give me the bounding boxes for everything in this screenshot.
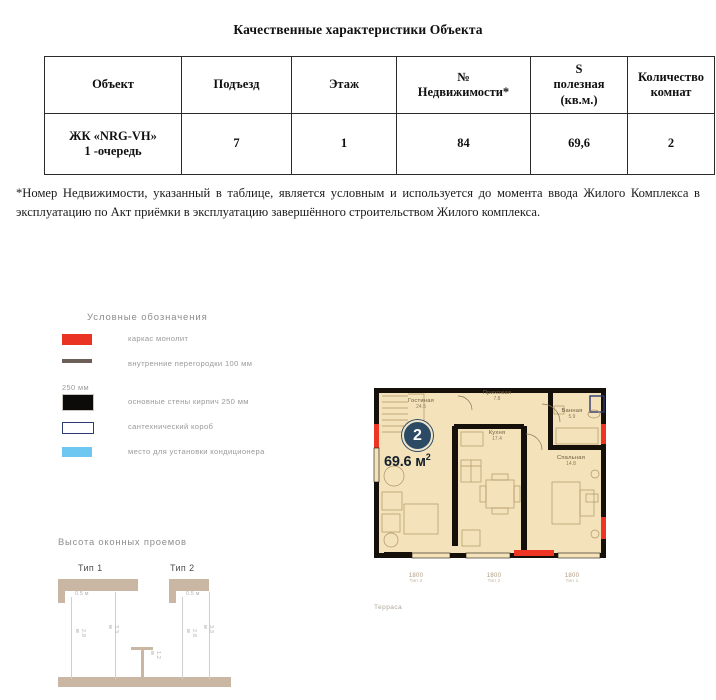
total-area-label (384, 452, 431, 470)
room-name: Гостиная (408, 398, 434, 404)
legend-item-inner-partitions (62, 358, 347, 374)
window-heights-panel (58, 536, 298, 683)
cyan-bar-swatch-wrap (62, 446, 106, 457)
wall-swatch-column (62, 383, 106, 411)
red-bar-swatch (62, 334, 92, 345)
dimension-line-right (209, 592, 210, 679)
gray-bar-swatch (62, 359, 92, 363)
window-type-1-label: Тип 1 (78, 563, 103, 573)
window-extra-dimension: 1.2 м (149, 651, 161, 660)
window-heights-title: Высота оконных проемов (58, 536, 187, 547)
window-dimension-2 (474, 573, 514, 584)
wall-thickness-label: 250 мм (62, 383, 89, 392)
load-bearing-bottom-1 (514, 550, 554, 556)
column-header-rooms (628, 57, 715, 114)
room-area: 5.9 (568, 413, 576, 420)
room-label-living (394, 398, 448, 410)
wall-seg-bottom-left (384, 552, 412, 558)
plan-dimension-row (366, 573, 616, 603)
room-area: 14.8 (566, 460, 576, 467)
room-name: Прихожая (482, 390, 512, 396)
column-header-rooms-line2: комнат (650, 85, 692, 99)
gray-bar-swatch-wrap (62, 358, 106, 363)
room-area: 17.4 (492, 435, 502, 442)
jamb-block (58, 579, 65, 603)
room-area: 7.8 (493, 395, 501, 402)
load-bearing-left-1 (374, 424, 379, 448)
dimension-line-left (71, 597, 72, 679)
window-left-dimension: 2.8 м (74, 629, 86, 638)
cell-object-line2: 1 -очередь (84, 144, 142, 158)
cell-entrance: 7 (182, 114, 292, 175)
area-superscript: 2 (425, 452, 431, 462)
column-header-area-line2: полезная (553, 77, 605, 92)
room-name: Ванная (561, 408, 583, 414)
blue-outline-swatch-wrap (62, 421, 106, 434)
room-name: Кухня (488, 430, 506, 436)
cyan-bar-swatch (62, 447, 92, 457)
column-header-area-line3: (кв.м.) (560, 92, 598, 107)
lintel-beam (58, 579, 138, 591)
cell-object (45, 114, 182, 175)
legend-panel (62, 312, 347, 471)
window-right-dimension: 3.3 м (107, 625, 119, 634)
terrace-label: Терраса (374, 604, 403, 611)
black-block-swatch (62, 394, 94, 411)
load-bearing-right-2 (601, 517, 606, 539)
table-header-row (45, 57, 715, 114)
partition-horizontal-2 (548, 445, 606, 450)
sill-beam (58, 677, 138, 687)
column-header-area-line1: S (575, 62, 583, 77)
window-dimension-3 (552, 573, 592, 584)
room-area: 24.5 (416, 403, 426, 410)
window-top-dimension: 0.5 м (75, 591, 89, 597)
cell-object-line1: ЖК «NRG-VH» (69, 128, 157, 143)
room-count-badge: 2 (402, 420, 433, 451)
window-dimension-type: Тип 1 (565, 579, 579, 584)
red-bar-swatch-wrap (62, 333, 106, 345)
legend-item-label: внутренние перегородки 100 мм (128, 359, 253, 368)
legend-item-label: основные стены кирпич 250 мм (128, 397, 249, 406)
cell-rooms: 2 (628, 114, 715, 175)
column-header-area (531, 57, 628, 114)
column-header-number-line2: Недвижимости* (417, 85, 510, 99)
legend-title: Условные обозначения (87, 312, 208, 323)
column-header-number-line1: № (457, 69, 470, 84)
window-type-2-label: Тип 2 (170, 563, 195, 573)
room-name: Спальная (556, 455, 586, 461)
room-label-kitchen (470, 430, 524, 442)
cell-area: 69,6 (531, 114, 628, 175)
legend-item-main-walls (62, 383, 347, 411)
legend-item-label: каркас монолит (128, 334, 189, 343)
partition-vertical-1 (452, 426, 458, 546)
window-left-dimension: 2.8 м (185, 629, 197, 638)
room-label-bedroom (544, 455, 598, 467)
sill-stub-vertical (141, 647, 144, 678)
window-dimension-size: 1800 (564, 573, 580, 579)
window-dimension-size: 1800 (486, 573, 502, 579)
footnote-text: *Номер Недвижимости, указанный в таблице, является условным и используется до момента ввода Жилого Комплекса в эксплуатацию по Акт приёмки в эксплуатацию завершённого строительством Жилого комплекса. (16, 186, 700, 220)
partition-horizontal-1 (454, 424, 524, 429)
window-dimension-type: Тип 2 (409, 579, 423, 584)
legend-item-ac-placement (62, 446, 347, 462)
legend-item-sanitary-duct (62, 421, 347, 437)
window-types-figures (58, 563, 298, 683)
window-right-dimension: 3.3 м (202, 625, 214, 634)
legend-item-monolith-frame (62, 333, 347, 349)
cell-floor: 1 (292, 114, 397, 175)
window-top-dimension: 0.5 м (186, 591, 200, 597)
column-header-rooms-line1: Количество (637, 69, 705, 84)
column-header-number (397, 57, 531, 114)
cell-number: 84 (397, 114, 531, 175)
window-dimension-1 (396, 573, 436, 584)
legend-item-label: сантехнический короб (128, 422, 214, 431)
window-dimension-size: 1800 (408, 573, 424, 579)
window-dimension-type: Тип 2 (487, 579, 501, 584)
specification-table (44, 56, 715, 175)
total-area-value: 69.6 м (384, 453, 426, 470)
legend-item-label: место для установки кондиционера (128, 447, 265, 456)
column-header-object: Объект (45, 57, 182, 114)
partition-vertical-2 (521, 426, 527, 550)
blue-outline-swatch (62, 422, 94, 434)
jamb-block (169, 579, 176, 603)
room-label-hall (470, 390, 524, 402)
floor-plan (366, 382, 614, 570)
dimension-line-right (115, 592, 116, 679)
dimension-line-left (182, 597, 183, 679)
page-title: Качественные характеристики Объекта (233, 22, 483, 37)
column-header-entrance: Подъезд (182, 57, 292, 114)
sill-beam (131, 677, 231, 687)
load-bearing-right-1 (601, 424, 606, 444)
table-row (45, 114, 715, 175)
column-header-floor: Этаж (292, 57, 397, 114)
room-label-bathroom (550, 408, 594, 420)
